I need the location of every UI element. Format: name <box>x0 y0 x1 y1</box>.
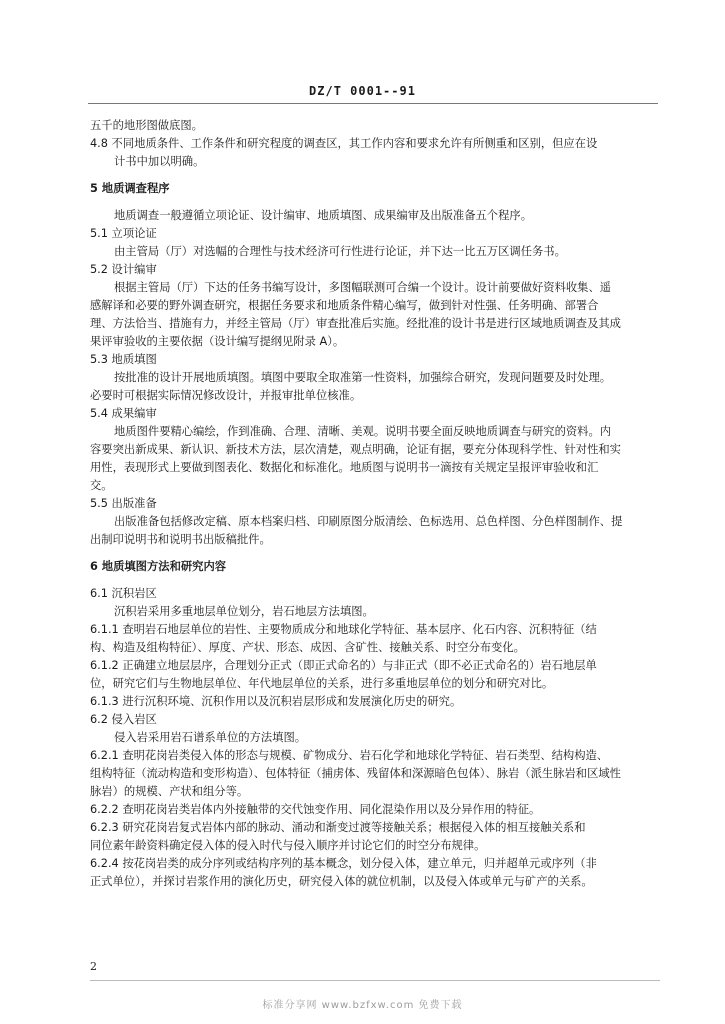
spacer <box>90 549 660 558</box>
text-line: 用性，表现形式上要做到图表化、数据化和标准化。地质图与说明书一滴按有关规定呈报评审验收和汇 <box>90 461 599 474</box>
page-number: 2 <box>90 960 97 973</box>
text-line: 交。 <box>90 479 113 492</box>
text-line: 6.2.2 查明花岗岩类岩体内外接触带的交代蚀变作用、同化混染作用以及分异作用的特征。 <box>90 803 541 816</box>
text-line: 正式单位），并探讨岩浆作用的演化历史，研究侵入体的就位机制，以及侵入体或单元与矿产的关系。 <box>90 875 593 888</box>
standard-code-header: DZ/T 0001--91 <box>309 84 416 98</box>
text-line: 6.1.2 正确建立地层层序，合理划分正式（即正式命名的）与非正式（即不必正式命名的）岩石地层单 <box>90 659 597 672</box>
text-line: 由主管局（厅）对选幅的合理性与技术经济可行性进行论证，并下达一比五万区调任务书。 <box>114 245 566 258</box>
text-line: 地质调查一般遵循立项论证、设计编审、地质填图、成果编审及出版准备五个程序。 <box>114 209 532 222</box>
spacer <box>90 576 660 585</box>
text-line: 6.1.3 进行沉积环境、沉积作用以及沉积岩层形成和发展演化历史的研究。 <box>90 695 462 708</box>
section-heading: 6 地质填图方法和研究内容 <box>90 560 227 573</box>
text-line: 4.8 不同地质条件、工作条件和研究程度的调查区，其工作内容和要求允许有所侧重和区别，但应在设 <box>90 137 598 150</box>
text-line: 位，研究它们与生物地层单位、年代地层单位的关系，进行多重地层单位的划分和研究对比。 <box>90 677 554 690</box>
text-line: 感解译和必要的野外调查研究，根据任务要求和地质条件精心编写，做到针对性强、任务明确、部署合 <box>90 299 599 312</box>
text-line: 出版准备包括修改定稿、原本档案归档、印刷原图分版清绘、色标选用、总色样图、分色样图制作、提 <box>114 515 623 528</box>
header-divider <box>88 103 658 104</box>
watermark-text[interactable]: 标准分享网 www.bzfxw.com 免费下载 <box>262 1000 463 1011</box>
text-line: 5.5 出版准备 <box>90 497 157 510</box>
text-line: 5.1 立项论证 <box>90 227 157 240</box>
text-line: 侵入岩采用岩石谱系单位的方法填图。 <box>114 731 307 744</box>
section-heading: 5 地质调查程序 <box>90 182 170 195</box>
text-line: 同位素年龄资料确定侵入体的侵入时代与侵入顺序并讨论它们的时空分布规律。 <box>90 839 486 852</box>
text-line: 必要时可根据实际情况修改设计，并报审批单位核准。 <box>90 389 362 402</box>
footer-divider <box>90 980 660 981</box>
text-line: 组构特征（流动构造和变形构造）、包体特征（捕虏体、残留体和深源暗色包体）、脉岩（派生脉岩和区域性 <box>90 767 621 780</box>
text-line: 构、构造及组构特征）、厚度、产状、形态、成因、含矿性、接触关系、时空分布变化。 <box>90 641 525 654</box>
text-line: 脉岩）的规模、产状和组分等。 <box>90 785 249 798</box>
body-text <box>90 117 660 891</box>
text-line: 6.2 侵入岩区 <box>90 713 157 726</box>
text-line: 果评审验收的主要依据（设计编写提纲见附录 A）。 <box>90 335 345 348</box>
text-line: 5.4 成果编审 <box>90 407 157 420</box>
text-line: 出制印说明书和说明书出版稿批件。 <box>90 533 271 546</box>
text-line: 5.2 设计编审 <box>90 263 157 276</box>
text-line: 容要突出新成果、新认识、新技术方法，层次清楚，观点明确，论证有据，要充分体现科学性、针对性和实 <box>90 443 621 456</box>
text-line: 5.3 地质填图 <box>90 353 157 366</box>
spacer <box>90 171 660 180</box>
text-line: 按批准的设计开展地质填图。填图中要取全取准第一性资料，加强综合研究，发现问题要及时处理。 <box>114 371 612 384</box>
spacer <box>90 198 660 207</box>
text-line: 6.2.3 研究花岗岩复式岩体内部的脉动、涌动和渐变过渡等接触关系；根据侵入体的相互接触关系和 <box>90 821 586 834</box>
text-line: 根据主管局（厅）下达的任务书编写设计，多图幅联测可合编一个设计。设计前要做好资料收集、遥 <box>114 281 612 294</box>
text-line: 计书中加以明确。 <box>114 155 205 168</box>
text-line: 6.1 沉积岩区 <box>90 587 157 600</box>
text-line: 五千的地形图做底图。 <box>90 119 203 132</box>
text-line: 理、方法恰当、措施有力，并经主管局（厅）审查批准后实施。经批准的设计书是进行区域地质调查及其成 <box>90 317 621 330</box>
text-line: 地质图件要精心编绘，作到准确、合理、清晰、美观。说明书要全面反映地质调查与研究的资料。内 <box>114 425 612 438</box>
text-line: 沉积岩采用多重地层单位划分，岩石地层方法填图。 <box>114 605 374 618</box>
text-line: 6.1.1 查明岩石地层单位的岩性、主要物质成分和地球化学特征、基本层序、化石内容、沉积特征（结 <box>90 623 597 636</box>
text-line: 6.2.4 按花岗岩类的成分序列或结构序列的基本概念，划分侵入体，建立单元，归并超单元或序列（非 <box>90 857 597 870</box>
text-line: 6.2.1 查明花岗岩类侵入体的形态与规模、矿物成分、岩石化学和地球化学特征、岩石类型、结构构造、 <box>90 749 609 762</box>
